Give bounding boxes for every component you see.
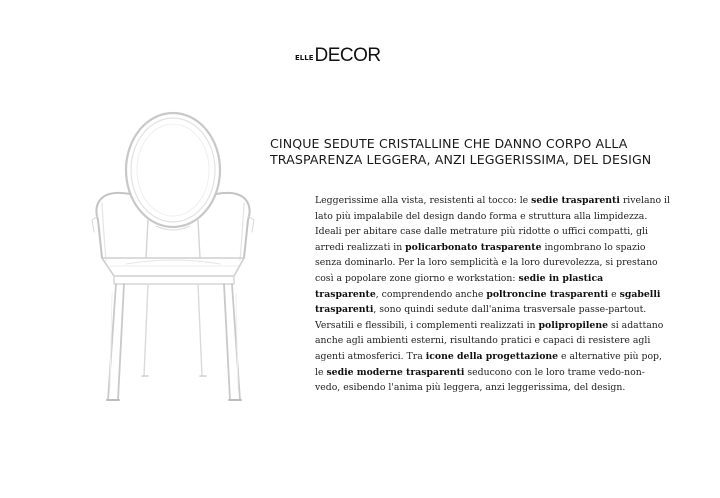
keyword-link[interactable]: sedie in plastica trasparente (315, 272, 604, 300)
body-text-segment: rivelano il lato più impalabile del design dando forma e struttura alla limpidezza. Ideali per abitare case dalle metrature più ridotte o uffici compatti, gli arredi realizzati in (315, 195, 671, 253)
body-text-segment: seducono con le loro trame vedo-non-vedo, esibendo l'anima più leggera, anzi leggerissima, del design. (315, 366, 645, 394)
body-text-segment: e alternative più pop, le (315, 350, 662, 378)
brand-logo[interactable] (295, 46, 381, 65)
body-text-segment: ingombrano lo spazio senza dominarlo. Per la loro semplicità e la loro durevolezza, si prestano così a popolare zone giorno e workstation: (315, 241, 658, 284)
keyword-link[interactable]: policarbonato trasparente (405, 241, 542, 253)
article-title: CINQUE SEDUTE CRISTALLINE CHE DANNO CORPO ALLA TRASPARENZA LEGGERA, ANZI LEGGERISSIMA, DEL DESIGN (270, 136, 652, 167)
logo-mark: ELLE (295, 54, 314, 62)
transparent-chair-image (78, 108, 268, 413)
keyword-link[interactable]: sgabelli trasparenti (315, 288, 661, 316)
body-text-segment: , sono quindi sedute dall'anima trasversale passe-partout. Versatili e flessibili, i complementi realizzati in (315, 304, 647, 331)
article-body (315, 193, 670, 396)
keyword-link[interactable]: polipropilene (538, 319, 609, 331)
logo-word: DECOR (314, 45, 381, 66)
body-text-segment: Leggerissime alla vista, resistenti al tocco: le (315, 195, 532, 206)
body-text-segment: e (608, 288, 620, 300)
keyword-link[interactable]: poltroncine trasparenti (486, 288, 609, 300)
body-text-segment: si adattano anche agli ambienti esterni, risultando pratici e capaci di resistere agli agenti atmosferici. Tra (315, 319, 664, 362)
keyword-link[interactable]: sedie moderne trasparenti (326, 366, 465, 378)
keyword-link[interactable]: sedie trasparenti (531, 195, 620, 206)
body-text-segment: , comprendendo anche (375, 288, 487, 300)
keyword-link[interactable]: icone della progettazione (425, 350, 559, 362)
